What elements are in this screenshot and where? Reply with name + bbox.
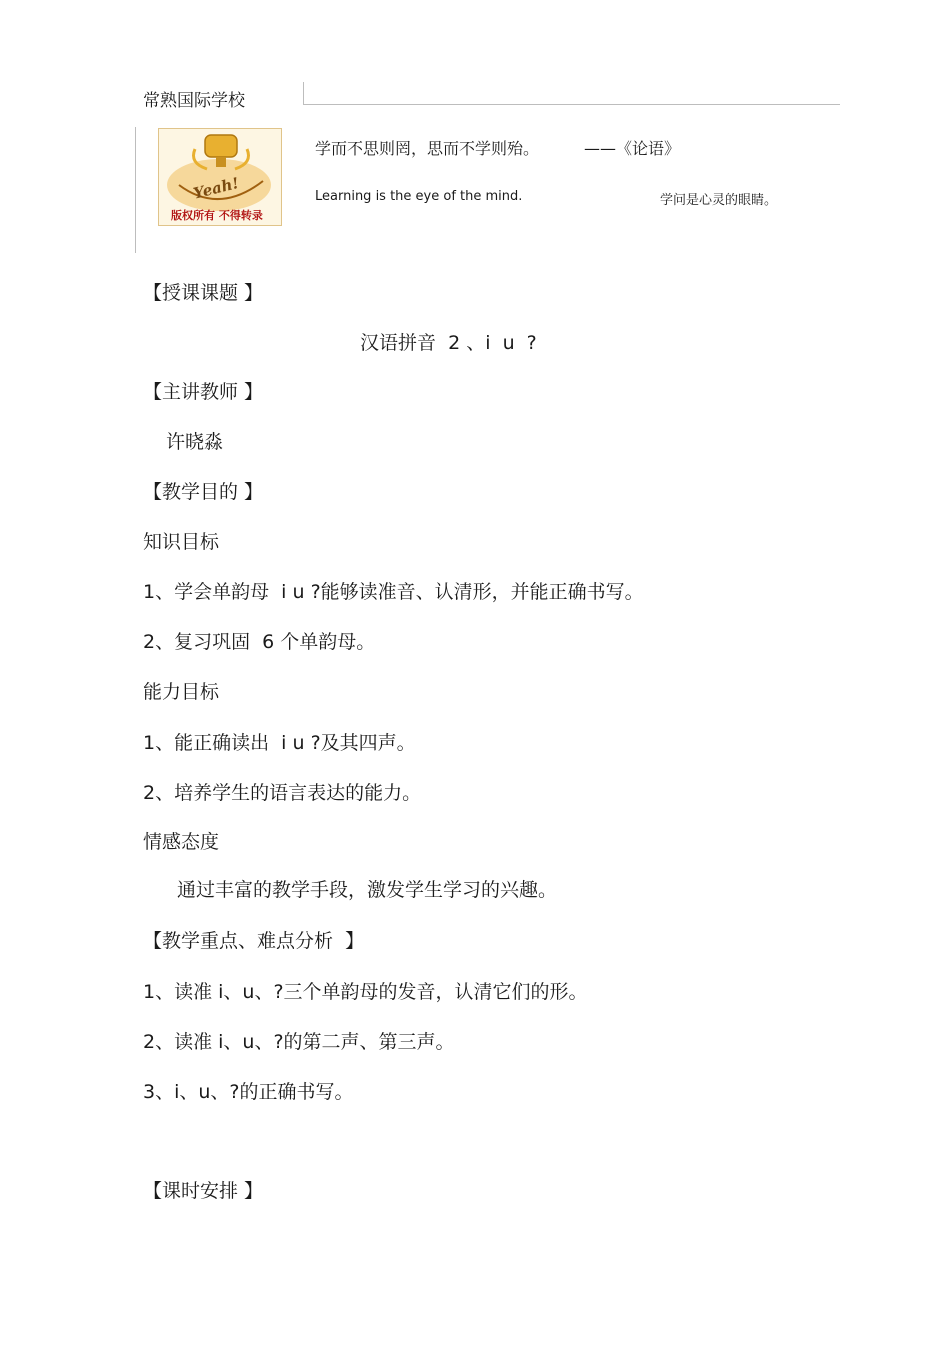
emotion-item-1: 通过丰富的教学手段，激发学生学习的兴趣。 [177,879,558,901]
ability-item-2: 2、培养学生的语言表达的能力。 [143,782,422,804]
quote-english-translation: 学问是心灵的眼睛。 [660,193,778,208]
header-rule [304,104,840,105]
knowledge-item-2: 2、复习巩固 6 个单韵母。 [143,631,376,653]
topic-heading: 【授课课题 】 [143,282,264,304]
quote-chinese: 学而不思则罔，思而不学则殆。 [315,139,540,158]
key-points-heading: 【教学重点、难点分析 】 [143,930,365,952]
school-name: 常熟国际学校 [143,91,245,111]
header-divider-vertical [303,82,304,105]
key-point-3: 3、i、u、?的正确书写。 [143,1081,354,1103]
goal-heading: 【教学目的 】 [143,481,264,503]
schedule-heading: 【课时安排 】 [143,1180,264,1202]
emotion-heading: 情感态度 [143,831,220,853]
teacher-name: 许晓淼 [166,431,224,453]
topic-title: 汉语拼音 2 、i u ? [360,332,537,354]
knowledge-heading: 知识目标 [143,531,220,553]
teacher-heading: 【主讲教师 】 [143,381,264,403]
quote-source: ——《论语》 [584,139,681,158]
margin-rule [135,127,136,253]
ability-heading: 能力目标 [143,681,220,703]
yeah-text: Yeah! [191,173,241,203]
key-point-1: 1、读准 i、u、?三个单韵母的发音，认清它们的形。 [143,981,588,1003]
knowledge-item-1: 1、学会单韵母 i u ?能够读准音、认清形，并能正确书写。 [143,581,644,603]
quote-english: Learning is the eye of the mind. [315,189,523,204]
yeah-trophy-logo [158,128,282,226]
ability-item-1: 1、能正确读出 i u ?及其四声。 [143,732,416,754]
key-point-2: 2、读准 i、u、?的第二声、第三声。 [143,1031,455,1053]
logo-caption: 版权所有 不得转录 [171,209,263,222]
